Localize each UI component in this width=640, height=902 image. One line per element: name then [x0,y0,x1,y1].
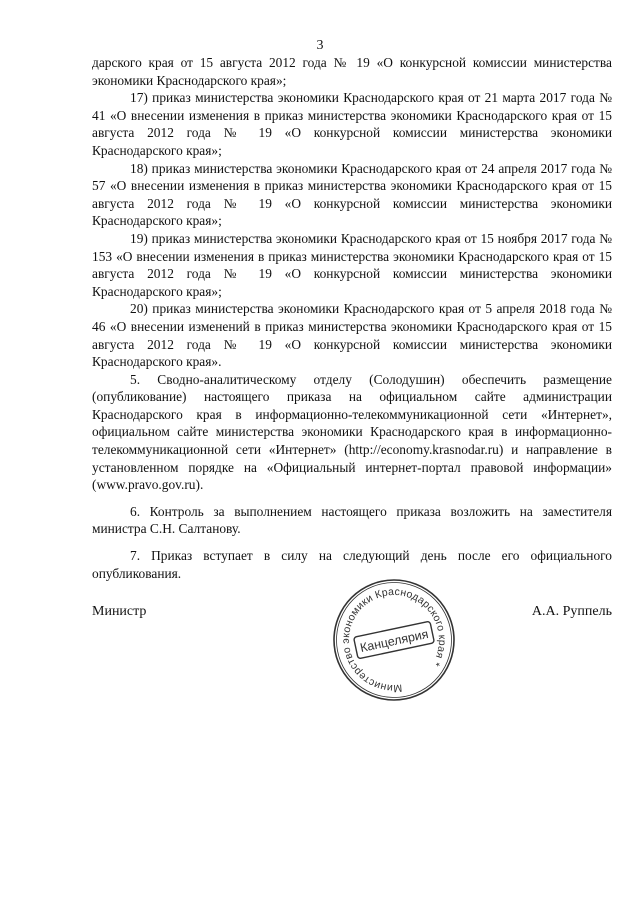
stamp-ring-text: Министерство экономики Краснодарского края * [339,585,449,695]
paragraph-19: 19) приказ министерства экономики Краснодарского края от 15 ноября 2017 года № 153 «О внесении изменения в приказ министерства экономики Краснодарского края от 15 августа 2012 года № 19 «О конкурсной комиссии министерства экономики Краснодарского края»; [92,230,612,299]
signatory-title: Министр [92,604,147,619]
paragraph-17: 17) приказ министерства экономики Краснодарского края от 21 марта 2017 года № 41 «О внесении изменения в приказ министерства экономики Краснодарского края от 15 августа 2012 года № 19 «О конкурсной комиссии министерства экономики Краснодарского края»; [92,90,612,158]
paragraph-20: 20) приказ министерства экономики Краснодарского края от 5 апреля 2018 года № 46 «О внесении изменений в приказ министерства экономики Краснодарского края от 15 августа 2012 года № 19 «О конкурсной комиссии министерства экономики Краснодарского края». [92,301,612,370]
paragraph-6: 6. Контроль за выполнением настоящего приказа возложить на заместителя министра С.Н. Салтанову. [92,503,612,537]
paragraph-18: 18) приказ министерства экономики Краснодарского края от 24 апреля 2017 года № 57 «О внесении изменения в приказ министерства экономики Краснодарского края от 15 августа 2012 года № 19 «О конкурсной комиссии министерства экономики Краснодарского края»; [92,160,612,229]
document-body [92,54,612,582]
paragraph-5: 5. Сводно-аналитическому отделу (Солодушин) обеспечить размещение (опубликование) настоящего приказа на официальном сайте администрации Краснодарского края в информационно-телекоммуникационной сети «Интернет», официальном сайте министерства экономики Краснодарского края в информационно-телекоммуникационной сети «Интернет» (http://economy.krasnodar.ru) и направление в установленном порядке на «Официальный интернет-портал правовой информации» (www.pravo.gov.ru). [92,371,612,493]
signatory-name: А.А. Руппель [531,604,612,619]
page-number: 3 [316,38,324,53]
stamp-center-text: Канцелярия [358,626,430,656]
paragraph-7: 7. Приказ вступает в силу на следующий день после его официального опубликования. [92,548,612,581]
paragraph-16-continuation: дарского края от 15 августа 2012 года № 19 «О конкурсной комиссии министерства экономики Краснодарского края»; [92,55,612,88]
office-stamp-icon [330,576,458,704]
